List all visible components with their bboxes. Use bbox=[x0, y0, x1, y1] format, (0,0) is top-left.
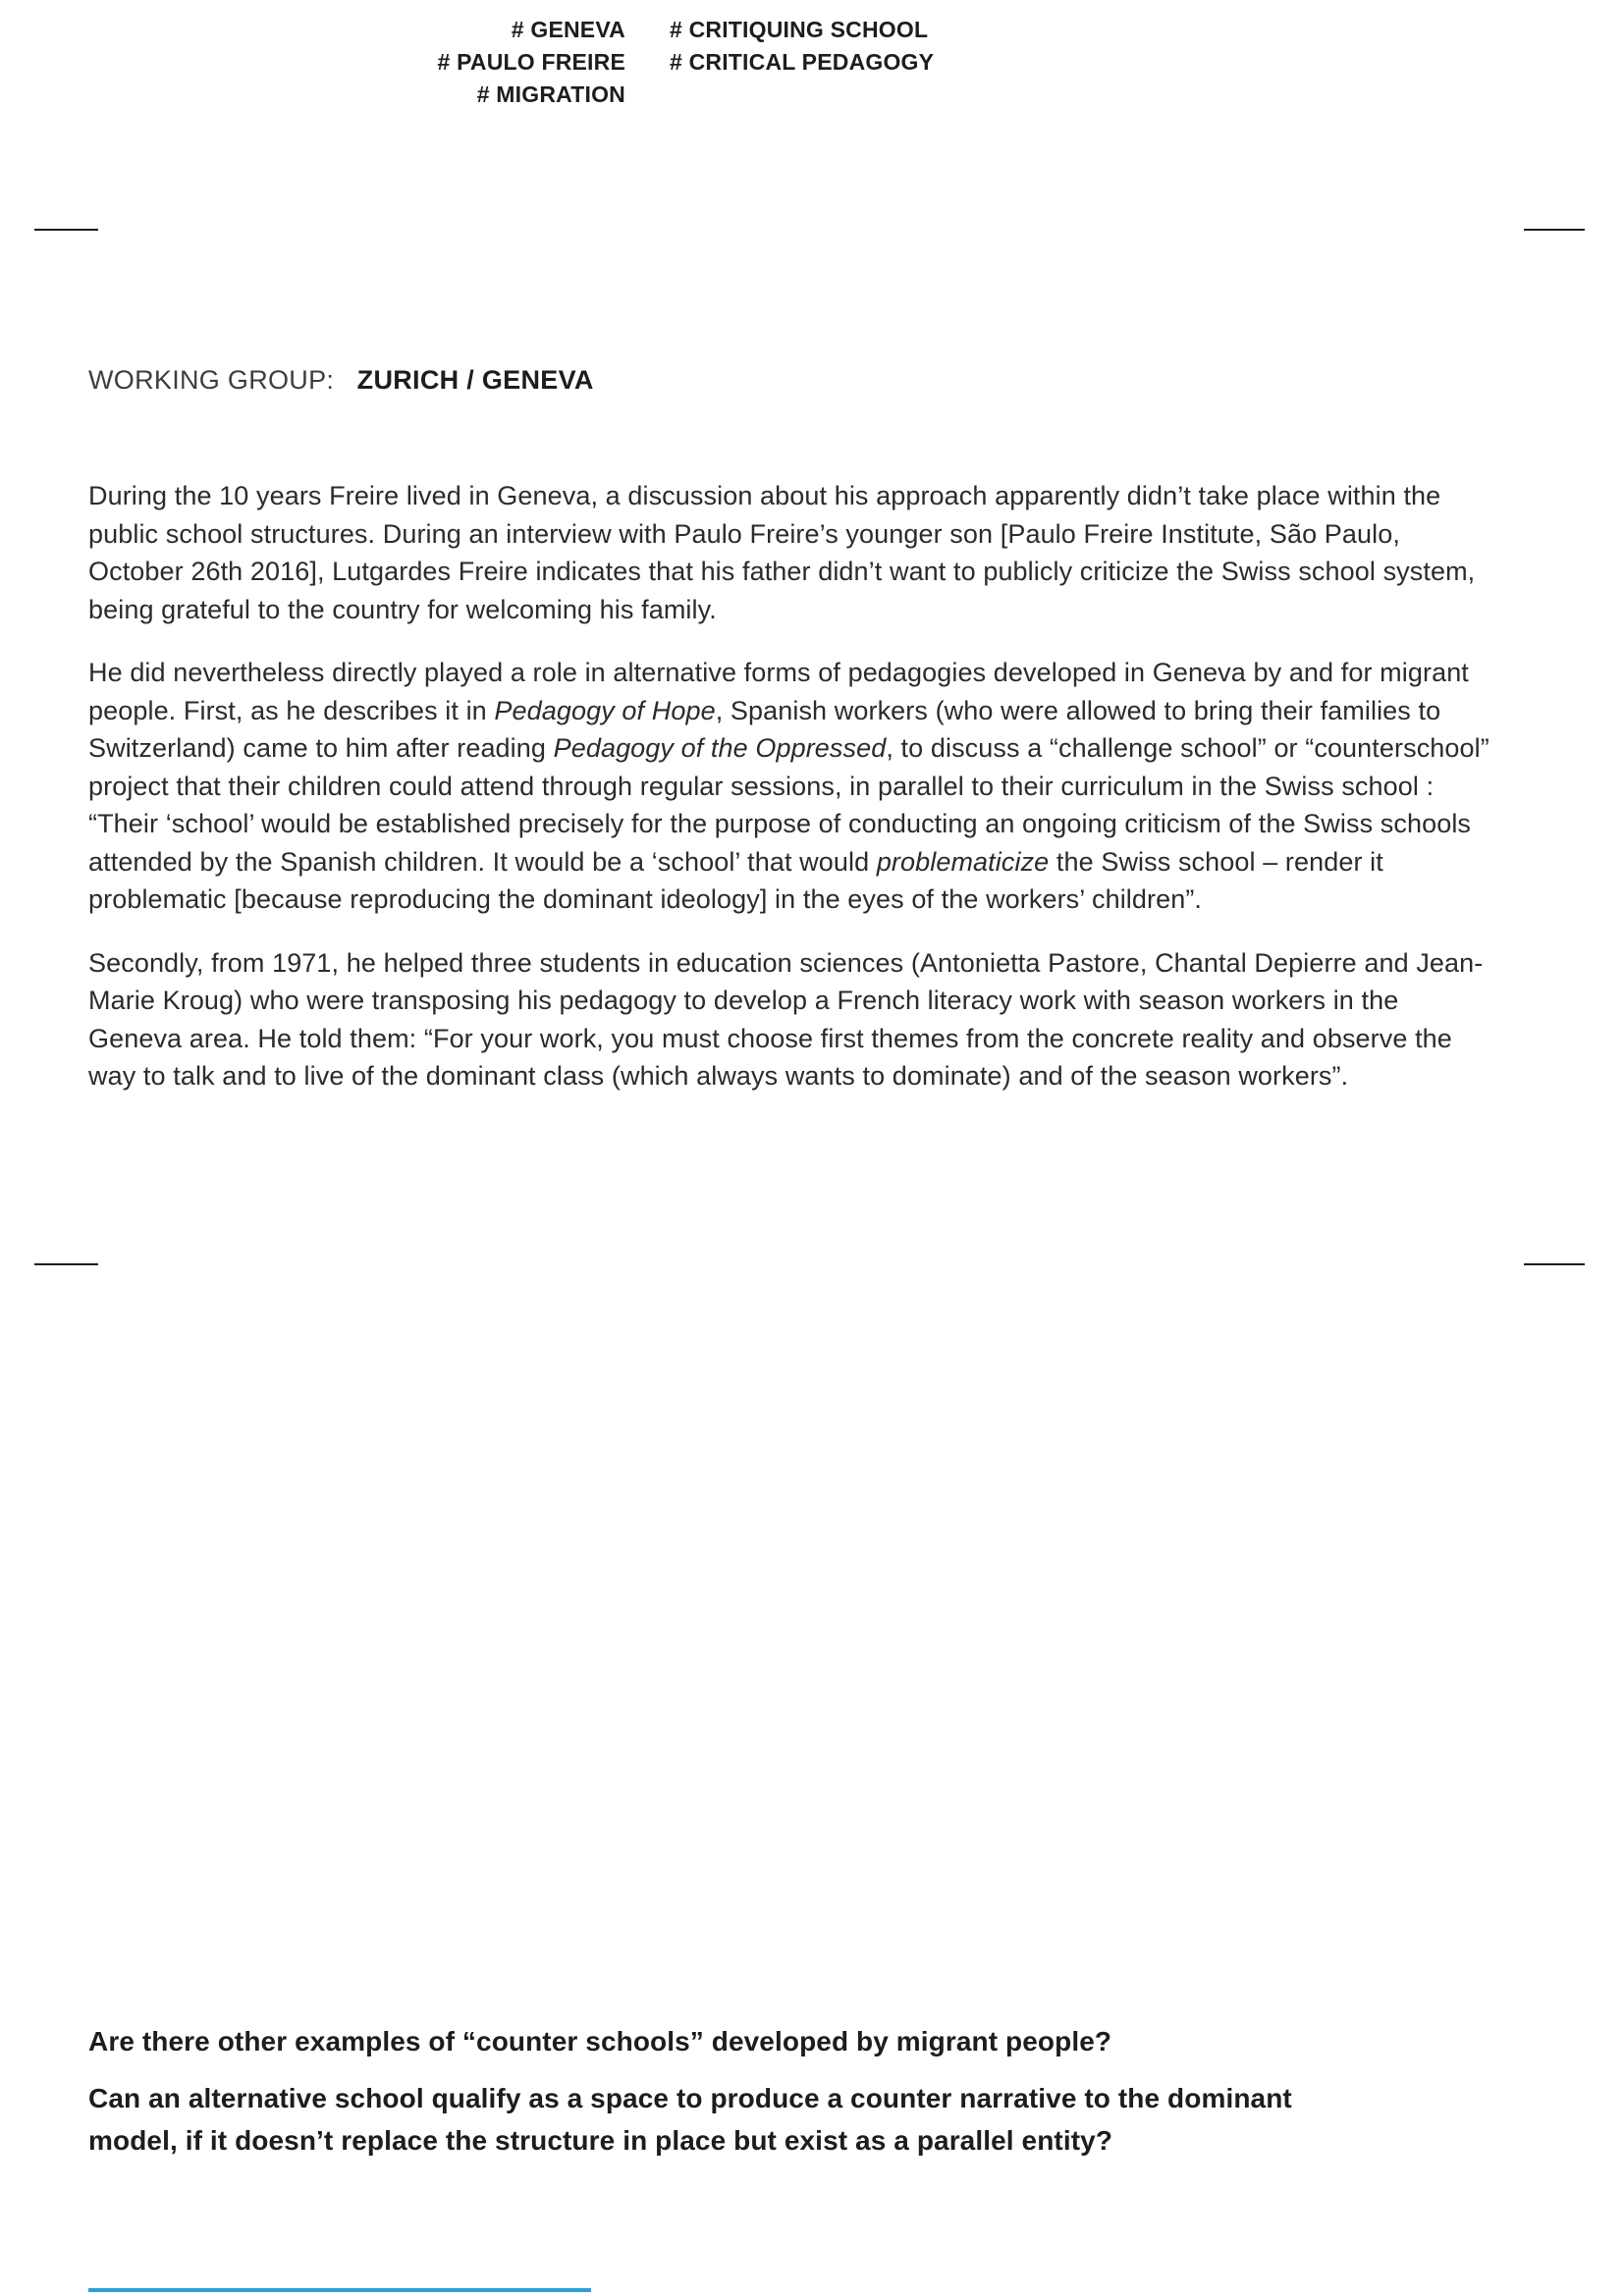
tag-paulo-freire: # PAULO FREIRE bbox=[437, 49, 625, 75]
article-body bbox=[88, 477, 1490, 1121]
working-group-heading bbox=[88, 365, 594, 396]
body-paragraph: He did nevertheless directly played a role in alternative forms of pedagogies developed in Geneva by and for migrant people. First, as he describes it in Pedagogy of Hope, Spanish workers (who were allowed to bring their families to Switzerland) came to him after reading Pedagogy of the Oppressed, to discuss a “challenge school” or “counterschool” project that their children could attend through regular sessions, in parallel to their curriculum in the Swiss school : “Their ‘school’ would be established precisely for the purpose of conducting an ongoing criticism of the Swiss schools attended by the Spanish children. It would be a ‘school’ that would problematicize the Swiss school – render it problematic [because reproducing the dominant ideology] in the eyes of the workers’ children”. bbox=[88, 658, 1489, 914]
tag-migration: # MIGRATION bbox=[476, 81, 625, 107]
questions-block bbox=[88, 2020, 1306, 2176]
body-paragraph: During the 10 years Freire lived in Geneva, a discussion about his approach apparently didn’t take place within the public school structures. During an interview with Paulo Freire’s younger son [Paulo Freire Institute, São Paulo, October 26th 2016], Lutgardes Freire indicates that his father didn’t want to publicly criticize the Swiss school system, being grateful to the country for welcoming his family. bbox=[88, 481, 1476, 624]
crop-mark-bottom-left bbox=[34, 1263, 98, 1265]
working-group-value: ZURICH / GENEVA bbox=[356, 365, 594, 395]
crop-mark-top-right bbox=[1524, 229, 1585, 231]
question-counter-schools: Are there other examples of “counter schools” developed by migrant people? bbox=[88, 2026, 1112, 2056]
crop-mark-bottom-right bbox=[1524, 1263, 1585, 1265]
tag-critical-pedagogy: # CRITICAL PEDAGOGY bbox=[670, 49, 935, 75]
tags-column-left bbox=[437, 14, 625, 111]
crop-mark-top-left bbox=[34, 229, 98, 231]
working-group-label: WORKING GROUP: bbox=[88, 365, 335, 395]
tag-critiquing-school: # CRITIQUING SCHOOL bbox=[670, 17, 929, 42]
question-alternative-school: Can an alternative school qualify as a space to produce a counter narrative to the dominant model, if it doesn’t replace the structure in place but exist as a parallel entity? bbox=[88, 2083, 1292, 2156]
body-paragraph: Secondly, from 1971, he helped three students in education sciences (Antonietta Pastore, Chantal Depierre and Jean-Marie Kroug) who were transposing his pedagogy to develop a French literacy work with season workers in the Geneva area. He told them: “For your work, you must choose first themes from the concrete reality and observe the way to talk and to live of the dominant class (which always wants to dominate) and of the season workers”. bbox=[88, 947, 1484, 1091]
tag-geneva: # GENEVA bbox=[511, 17, 625, 42]
footer-accent-rule bbox=[88, 2288, 591, 2292]
tags-column-right bbox=[670, 14, 934, 79]
